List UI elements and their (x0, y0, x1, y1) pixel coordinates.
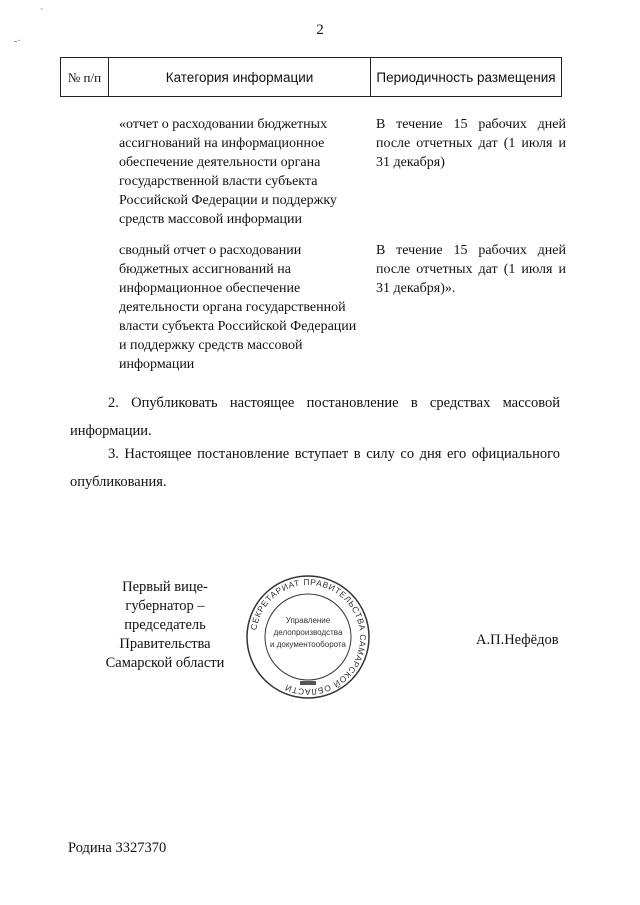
paragraph-3 (70, 440, 560, 496)
header-category: Категория информации (109, 58, 371, 97)
row-2-periodicity: В течение 15 рабочих дней после отчетных дат (1 июля и 31 декабря)». (376, 243, 566, 296)
svg-text:делопроизводства: делопроизводства (273, 628, 343, 637)
svg-text:Управление: Управление (285, 616, 331, 625)
table-header (60, 57, 562, 97)
paragraph-3-text: 3. Настоящее постановление вступает в силу со дня его официального опубликования. (70, 446, 560, 490)
header-periodicity: Периодичность размещения (371, 58, 562, 97)
signatory-position: Первый вице-губернатор – председатель Правительства Самарской области (105, 579, 225, 671)
official-seal-icon (244, 573, 372, 701)
scan-mark: ‑· (14, 36, 21, 47)
row-2-category: сводный отчет о расходовании бюджетных ассигнований на информационное обеспечение деятельности органа государственной власти субъекта Российской Федерации и поддержку средств массовой информации (119, 243, 357, 372)
signatory-name: А.П.Нефёдов (476, 632, 559, 648)
paragraph-2 (70, 389, 560, 445)
header-number: № п/п (61, 58, 109, 97)
page-number: 2 (316, 22, 324, 38)
footer-executor: Родина 3327370 (68, 840, 167, 856)
row-1-category: «отчет о расходовании бюджетных ассигнований на информационное обеспечение деятельности органа государственной власти субъекта Российской Федерации и поддержку средств массовой информации (119, 117, 337, 227)
svg-text:СЕКРЕТАРИАТ ПРАВИТЕЛЬСТВА САМА: СЕКРЕТАРИАТ ПРАВИТЕЛЬСТВА САМАРСКОЙ ОБЛАСТИ (248, 576, 369, 698)
paragraph-2-text: 2. Опубликовать настоящее постановление в средствах массовой информации. (70, 395, 560, 439)
scan-mark: ` (40, 8, 44, 19)
row-1-periodicity: В течение 15 рабочих дней после отчетных дат (1 июля и 31 декабря) (376, 117, 566, 170)
svg-text:и документооборота: и документооборота (270, 640, 346, 649)
